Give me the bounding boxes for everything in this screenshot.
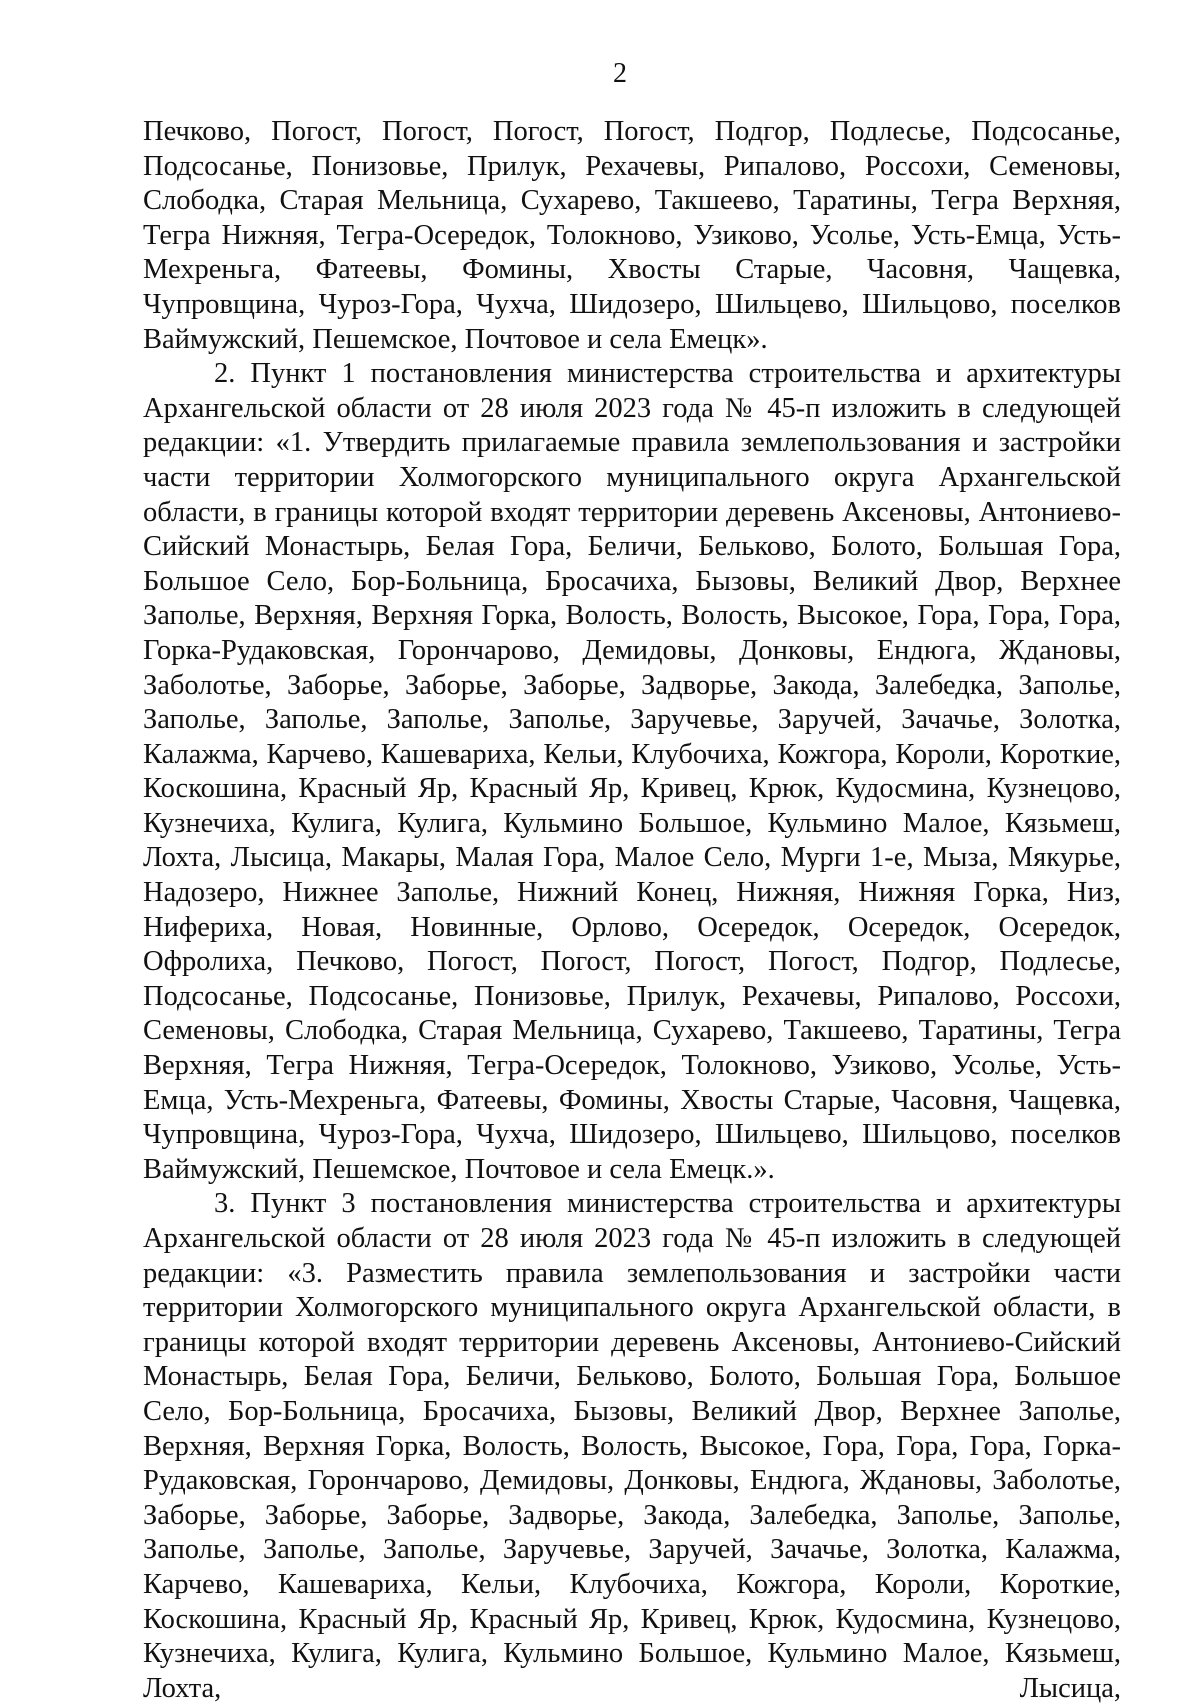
paragraph-continuation: Печково, Погост, Погост, Погост, Погост, Подгор, Подлесье, Подсосанье, Подсосанье, Понизовье, Прилук, Рехачевы, Рипалово, Россохи, Семеновы, Слободка, Старая Мельница, Сухарево, Такшеево, Таратины, Тегра Верхняя, Тегра Нижняя, Тегра-Осередок, Толокново, Узиково, Усолье, Усть-Емца, Усть-Мехреньга, Фатеевы, Фомины, Хвосты Старые, Часовня, Чащевка, Чупровщина, Чуроз-Гора, Чухча, Шидозеро, Шильцево, Шильцово, поселков Ваймужский, Пешемское, Почтовое и села Емецк».	[143, 116, 1121, 355]
paragraph-item-2: 2. Пункт 1 постановления министерства строительства и архитектуры Архангельской области от 28 июля 2023 года № 45-п изложить в следующей редакции: «1. Утвердить прилагаемые правила землепользования и застройки части территории Холмогорского муниципального округа Архангельской области, в границы которой входят территории деревень Аксеновы, Антониево-Сийский Монастырь, Белая Гора, Беличи, Бельково, Болото, Большая Гора, Большое Село, Бор-Больница, Бросачиха, Бызовы, Великий Двор, Верхнее Заполье, Верхняя, Верхняя Горка, Волость, Волость, Высокое, Гора, Гора, Гора, Горка-Рудаковская, Горончарово, Демидовы, Донковы, Ендюга, Ждановы, Заболотье, Заборье, Заборье, Заборье, Задворье, Закода, Залебедка, Заполье, Заполье, Заполье, Заполье, Заполье, Заручевье, Заручей, Зачачье, Золотка, Калажма, Карчево, Кашевариха, Кельи, Клубочиха, Кожгора, Короли, Короткие, Коскошина, Красный Яр, Красный Яр, Кривец, Крюк, Кудосмина, Кузнецово, Кузнечиха, Кулига, Кулига, Кульмино Большое, Кульмино Малое, Кязьмеш, Лохта, Лысица, Макары, Малая Гора, Малое Село, Мурги 1-е, Мыза, Мякурье, Надозеро, Нижнее Заполье, Нижний Конец, Нижняя, Нижняя Горка, Низ, Нифериха, Новая, Новинные, Орлово, Осередок, Осередок, Осередок, Офролиха, Печково, Погост, Погост, Погост, Погост, Подгор, Подлесье, Подсосанье, Подсосанье, Понизовье, Прилук, Рехачевы, Рипалово, Россохи, Семеновы, Слободка, Старая Мельница, Сухарево, Такшеево, Таратины, Тегра Верхняя, Тегра Нижняя, Тегра-Осередок, Толокново, Узиково, Усолье, Усть-Емца, Усть-Мехреньга, Фатеевы, Фомины, Хвосты Старые, Часовня, Чащевка, Чупровщина, Чуроз-Гора, Чухча, Шидозеро, Шильцево, Шильцово, поселков Ваймужский, Пешемское, Почтовое и села Емецк.».	[143, 358, 1121, 1185]
page-number: 2	[613, 58, 627, 89]
document-body	[143, 115, 1121, 1706]
paragraph-item-3: 3. Пункт 3 постановления министерства строительства и архитектуры Архангельской области от 28 июля 2023 года № 45-п изложить в следующей редакции: «3. Разместить правила землепользования и застройки части территории Холмогорского муниципального округа Архангельской области, в границы которой входят территории деревень Аксеновы, Антониево-Сийский Монастырь, Белая Гора, Беличи, Бельково, Болото, Большая Гора, Большое Село, Бор-Больница, Бросачиха, Бызовы, Великий Двор, Верхнее Заполье, Верхняя, Верхняя Горка, Волость, Волость, Высокое, Гора, Гора, Гора, Горка-Рудаковская, Горончарово, Демидовы, Донковы, Ендюга, Ждановы, Заболотье, Заборье, Заборье, Заборье, Задворье, Закода, Залебедка, Заполье, Заполье, Заполье, Заполье, Заполье, Заручевье, Заручей, Зачачье, Золотка, Калажма, Карчево, Кашевариха, Кельи, Клубочиха, Кожгора, Короли, Короткие, Коскошина, Красный Яр, Красный Яр, Кривец, Крюк, Кудосмина, Кузнецово, Кузнечиха, Кулига, Кулига, Кульмино Большое, Кульмино Малое, Кязьмеш, Лохта, Лысица,	[143, 1188, 1121, 1704]
